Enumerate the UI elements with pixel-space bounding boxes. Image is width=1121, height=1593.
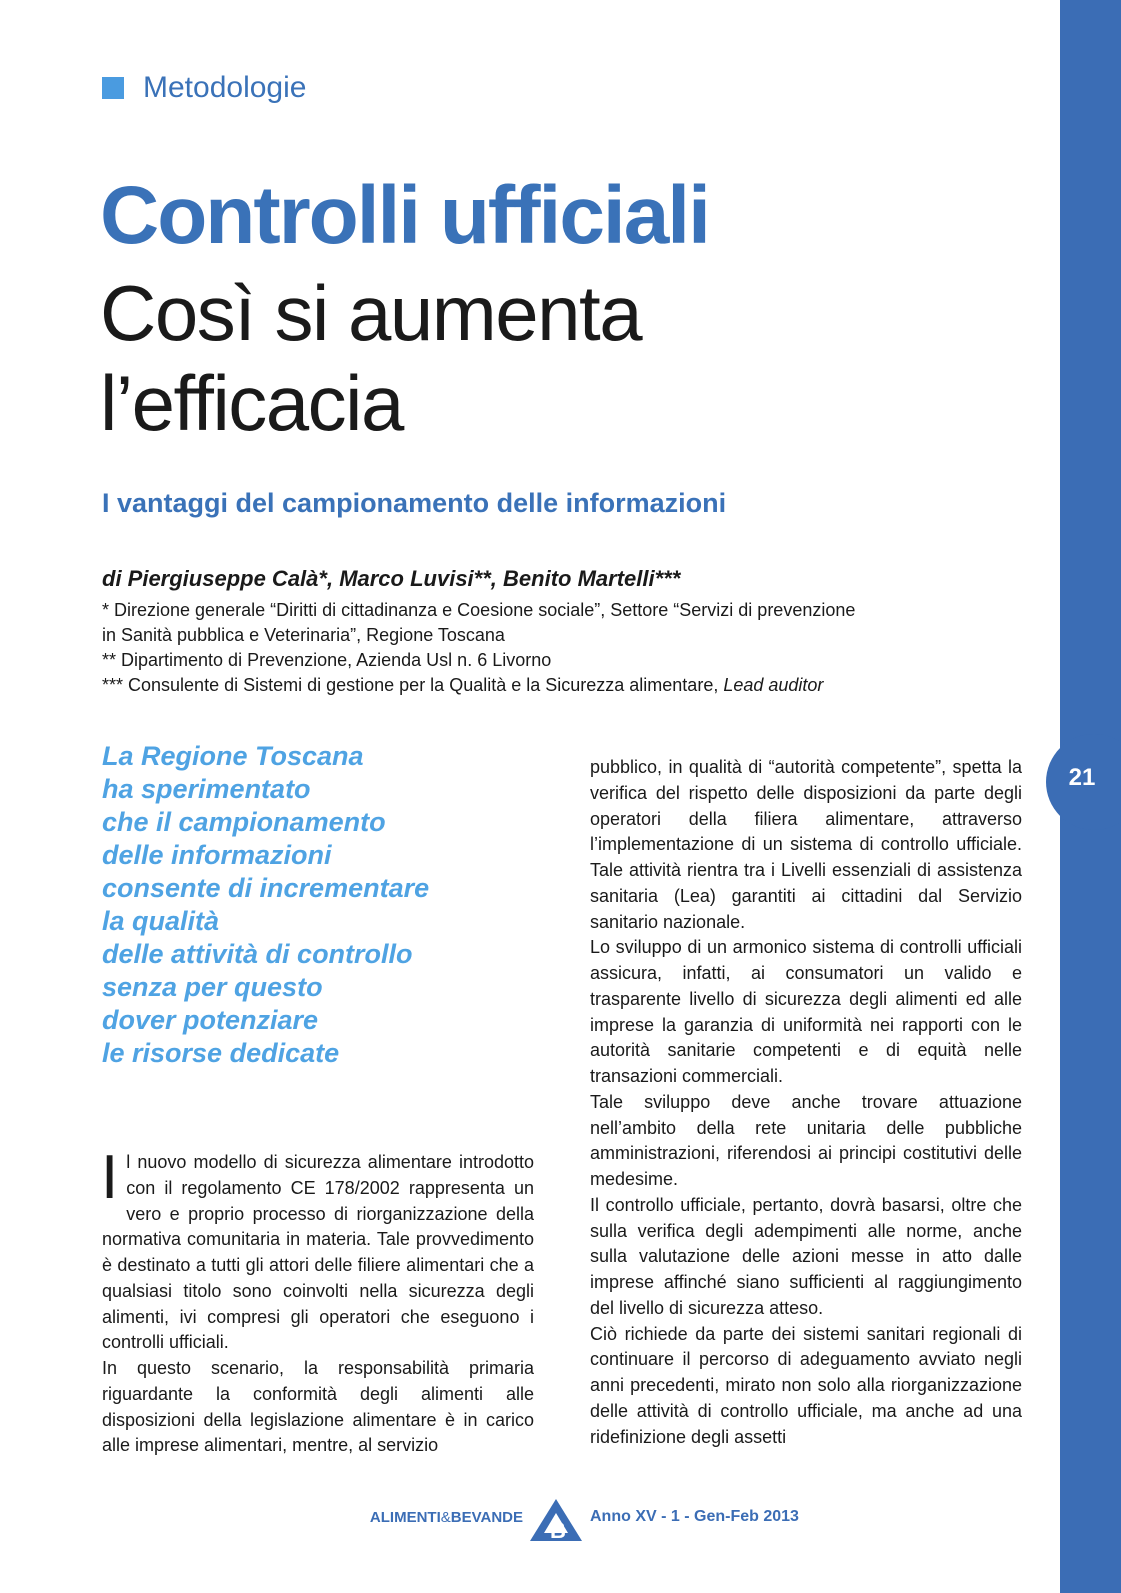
page-number: 21 (1068, 764, 1096, 791)
body-paragraph (101, 1143, 534, 1356)
article-title-main: Controlli ufficiali (100, 170, 709, 261)
lead-line: consente di incrementare (102, 873, 430, 903)
lead-line: che il campionamento (102, 807, 386, 837)
lead-abstract (102, 740, 542, 1070)
publication-name-b: BEVANDE (450, 1509, 523, 1526)
article-subtitle: I vantaggi del campionamento delle informazioni (102, 488, 727, 518)
svg-text:B: B (550, 1518, 566, 1542)
body-paragraph: pubblico, in qualità di “autorità competente”, spetta la verifica del rispetto delle disposizioni da parte degli operatori della filiera alimentare, attraverso l’implementazione di un sistema di controllo ufficiale. Tale attività rientra tra i Livelli essenziali di assistenza sanitaria (Lea) garantiti ai cittadini dal Servizio sanitario nazionale. (590, 757, 1022, 932)
page-footer (0, 1498, 1060, 1542)
affiliation-line: in Sanità pubblica e Veterinaria”, Regione Toscana (102, 625, 505, 645)
article-title-secondary (100, 268, 641, 448)
section-square-icon (102, 77, 124, 99)
issue-info: Anno XV - 1 - Gen-Feb 2013 (590, 1508, 799, 1525)
lead-line: ha sperimentato (102, 774, 311, 804)
body-paragraph: Ciò richiede da parte dei sistemi sanitari regionali di continuare il percorso di adeguamento avviato negli anni precedenti, mirato non solo alla riorganizzazione delle attività di controllo ufficiale, ma anche ad una ridefinizione degli assetti (590, 1323, 1022, 1447)
affiliation-line: * Direzione generale “Diritti di cittadinanza e Coesione sociale”, Settore “Servizi di prevenzione (102, 600, 856, 620)
affiliation-line: ** Dipartimento di Prevenzione, Azienda Usl n. 6 Livorno (102, 650, 552, 670)
lead-line: la qualità (102, 906, 220, 936)
body-paragraph-text: l nuovo modello di sicurezza alimentare introdotto con il regolamento CE 178/2002 rappresenta un vero e proprio processo di riorganizzazione della normativa comunitaria in materia. Tale provvedimento è destinato a tutti gli attori delle filiere alimentari che a qualsiasi titolo sono coinvolti nella sicurezza degli alimenti, ivi compresi gli operatori che eseguono i controlli ufficiali. (102, 1152, 534, 1353)
author-affiliations (102, 598, 962, 698)
publication-name-a: ALIMENTI (369, 1509, 441, 1526)
lead-line: delle attività di controllo (102, 939, 413, 969)
body-paragraph: In questo scenario, la responsabilità primaria riguardante la conformità degli alimenti alle disposizioni della legislazione alimentare è in carico alle imprese alimentari, mentre, al servizio (102, 1358, 534, 1456)
publication-logo-icon (528, 1498, 584, 1542)
article-title-line-2: l’efficacia (100, 359, 403, 447)
body-column-left (101, 1143, 534, 1459)
publication-name (340, 1509, 523, 1526)
article-title-line-1: Così si aumenta (100, 269, 642, 357)
affiliation-italic: Lead auditor (723, 675, 824, 695)
body-paragraph: Il controllo ufficiale, pertanto, dovrà basarsi, oltre che sulla verifica degli adempimenti alle norme, anche sulla valutazione delle azioni messe in atto dalle imprese affinché siano sufficienti al raggiungimento del livello di sicurezza atteso. (590, 1194, 1022, 1318)
drop-cap: I (101, 1143, 119, 1212)
lead-line: delle informazioni (102, 840, 332, 870)
affiliation-line (102, 673, 962, 698)
section-label: Metodologie (143, 71, 307, 104)
affiliation-text: *** Consulente di Sistemi di gestione per la Qualità e la Sicurezza alimentare, (102, 675, 724, 695)
body-paragraph: Lo sviluppo di un armonico sistema di controlli ufficiali assicura, infatti, ai consumatori un valido e trasparente livello di sicurezza degli alimenti ed alle imprese la garanzia di uniformità nei rapporti con le autorità sanitarie competenti e di equità nelle transazioni commerciali. (590, 937, 1022, 1086)
lead-line: dover potenziare (102, 1005, 319, 1035)
body-column-right (590, 755, 1022, 1450)
body-paragraph: Tale sviluppo deve anche trovare attuazione nell’ambito della rete unitaria delle pubbliche amministrazioni, riferendosi ai principi costitutivi delle medesime. (590, 1091, 1022, 1189)
lead-line: senza per questo (102, 972, 323, 1002)
publication-name-amp: & (440, 1509, 451, 1526)
lead-line: La Regione Toscana (102, 741, 364, 771)
section-header (102, 71, 306, 105)
author-byline: di Piergiuseppe Calà*, Marco Luvisi**, Benito Martelli*** (102, 566, 681, 591)
lead-line: le risorse dedicate (102, 1038, 340, 1068)
